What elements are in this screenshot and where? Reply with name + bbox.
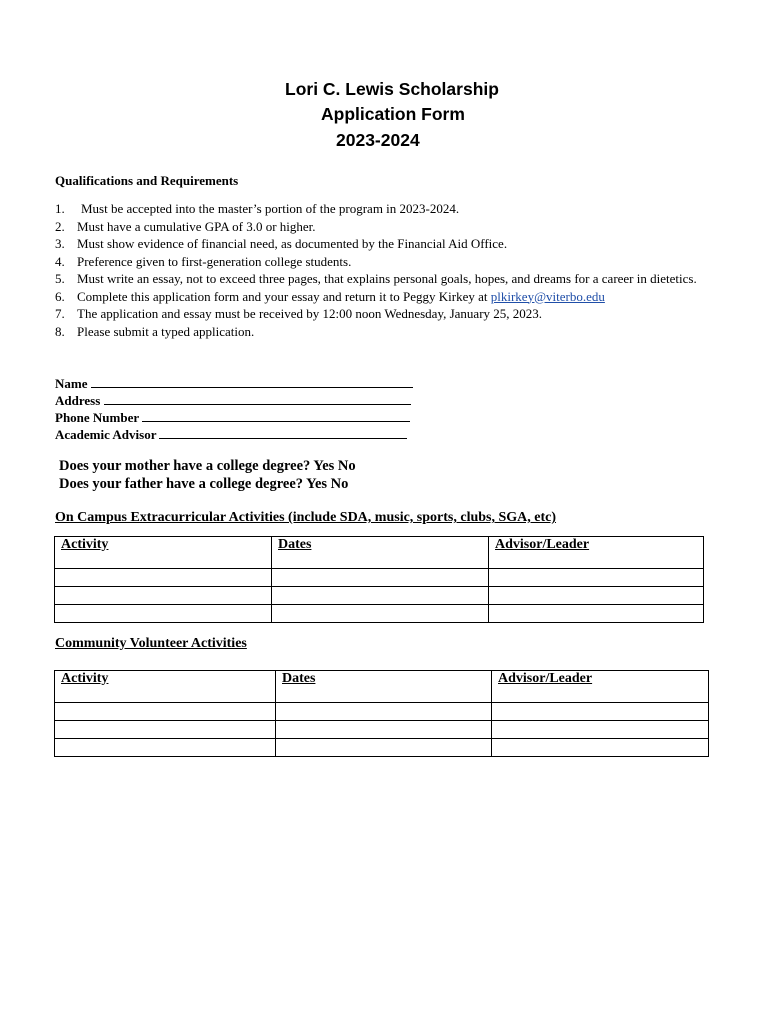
campus-activities-heading: On Campus Extracurricular Activities (include SDA, music, sports, clubs, SGA, etc) (55, 510, 557, 525)
column-header-dates: Dates (276, 671, 492, 703)
advisor-field[interactable] (159, 426, 407, 439)
table-cell[interactable] (55, 703, 276, 721)
phone-field-row (55, 409, 413, 426)
address-field[interactable] (104, 392, 411, 405)
table-row (55, 587, 704, 605)
title-line-2: Application Form (321, 104, 465, 124)
table-cell[interactable] (55, 721, 276, 739)
degree-questions (59, 457, 356, 493)
table-cell[interactable] (492, 703, 709, 721)
volunteer-activities-table (54, 670, 709, 757)
list-item: 8. Please submit a typed application. (55, 323, 255, 339)
table-cell[interactable] (492, 721, 709, 739)
list-item: 2. Must have a cumulative GPA of 3.0 or higher. (55, 218, 316, 234)
column-header-activity: Activity (55, 671, 276, 703)
table-cell[interactable] (272, 605, 489, 623)
table-row (55, 605, 704, 623)
table-cell[interactable] (276, 703, 492, 721)
table-cell[interactable] (272, 587, 489, 605)
table-cell[interactable] (492, 739, 709, 757)
title-line-1: Lori C. Lewis Scholarship (285, 79, 499, 99)
list-item: 6. Complete this application form and your essay and return it to Peggy Kirkey at plkirkey@viterbo.edu (55, 288, 605, 304)
applicant-fields (55, 375, 413, 443)
table-cell[interactable] (55, 605, 272, 623)
requirements-list (55, 200, 715, 340)
address-field-row (55, 392, 413, 409)
table-cell[interactable] (489, 587, 704, 605)
table-cell[interactable] (272, 569, 489, 587)
name-label: Name (55, 376, 88, 391)
table-row (55, 721, 709, 739)
father-degree-question: Does your father have a college degree? Yes No (59, 476, 349, 492)
email-link[interactable]: plkirkey@viterbo.edu (490, 288, 605, 304)
list-item: 1. Must be accepted into the master’s portion of the program in 2023-2024. (55, 201, 460, 216)
list-item: 4. Preference given to first-generation college students. (55, 253, 352, 269)
list-item: 5. Must write an essay, not to exceed three pages, that explains personal goals, hopes, and dreams for a career in dietetics. (55, 271, 697, 286)
list-item: 3. Must show evidence of financial need, as documented by the Financial Aid Office. (55, 236, 508, 251)
mother-degree-question: Does your mother have a college degree? Yes No (59, 458, 356, 474)
table-row (55, 569, 704, 587)
name-field[interactable] (91, 375, 413, 388)
campus-activities-table (54, 536, 704, 623)
table-cell[interactable] (276, 739, 492, 757)
table-cell[interactable] (55, 587, 272, 605)
advisor-field-row (55, 426, 413, 443)
table-cell[interactable] (489, 569, 704, 587)
table-row (55, 739, 709, 757)
column-header-activity: Activity (55, 537, 272, 569)
table-row (55, 703, 709, 721)
phone-field[interactable] (142, 409, 410, 422)
column-header-advisor: Advisor/Leader (492, 671, 709, 703)
volunteer-activities-heading: Community Volunteer Activities (55, 636, 247, 651)
title-line-3: 2023-2024 (336, 130, 420, 150)
qualifications-heading: Qualifications and Requirements (55, 173, 239, 188)
list-item: 7. The application and essay must be received by 12:00 noon Wednesday, January 25, 2023. (55, 306, 543, 321)
column-header-advisor: Advisor/Leader (489, 537, 704, 569)
advisor-label: Academic Advisor (55, 427, 157, 442)
column-header-dates: Dates (272, 537, 489, 569)
table-cell[interactable] (55, 739, 276, 757)
phone-label: Phone Number (55, 410, 139, 425)
address-label: Address (55, 393, 101, 408)
table-cell[interactable] (489, 605, 704, 623)
name-field-row (55, 375, 413, 392)
table-cell[interactable] (276, 721, 492, 739)
table-cell[interactable] (55, 569, 272, 587)
